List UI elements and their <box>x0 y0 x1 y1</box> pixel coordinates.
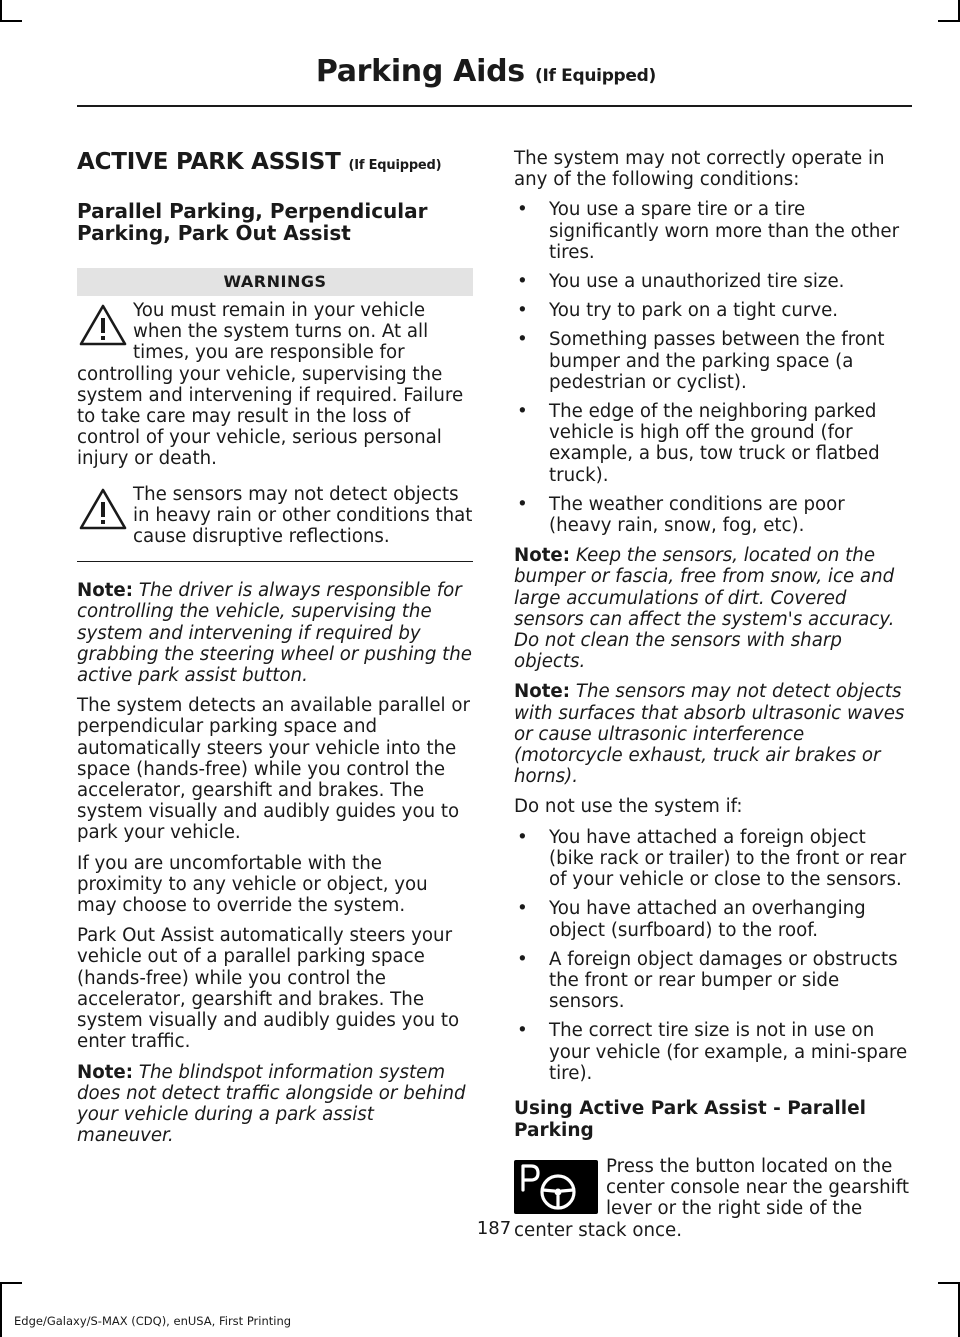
list-item: • You have attached an overhanging object (surfboard) to the roof. <box>514 898 910 940</box>
header-divider <box>77 105 912 107</box>
note-4 <box>514 681 910 787</box>
do-not-intro: Do not use the system if: <box>514 796 743 818</box>
warnings-divider <box>77 561 473 562</box>
warning-text-1: You must remain in your vehicle when the system turns on. At all times, you are responsible for controlling your vehicle, supervising the system and intervening if required. Failure to take care may result in the loss of control of your vehicle, serious personal injury or death. <box>77 300 464 470</box>
using-heading: Using Active Park Assist - Parallel Parking <box>514 1097 866 1141</box>
header-qualifier: (If Equipped) <box>534 66 656 86</box>
page-number: 187 <box>476 1218 512 1239</box>
warning-triangle-icon <box>77 302 129 348</box>
paragraph-3: Park Out Assist automatically steers your vehicle out of a parallel parking space (hands-free) while you control the accelerator, gearshift and brakes. The system visually and audibly guides you to enter traffic. <box>77 925 460 1053</box>
crop-mark <box>0 1282 2 1337</box>
park-assist-button-icon <box>514 1160 598 1214</box>
section-subtitle: Parallel Parking, Perpendicular Parking, Park Out Assist <box>77 199 428 245</box>
warnings-heading: WARNINGS <box>77 268 473 296</box>
list-item: • You have attached a foreign object (bike rack or trailer) to the front or rear of your vehicle or close to the sensors. <box>514 827 910 891</box>
note-text: The sensors may not detect objects with surfaces that absorb ultrasonic waves or cause ultrasonic interference (motorcycle exhaust, truck air brakes or horns). <box>514 681 905 788</box>
list-item: • Something passes between the front bumper and the parking space (a pedestrian or cyclist). <box>514 329 910 393</box>
conditions-intro: The system may not correctly operate in any of the following conditions: <box>514 148 885 191</box>
paragraph-1: The system detects an available parallel or perpendicular parking space and automatically steers your vehicle into the space (hands-free) while you control the accelerator, gearshift and brakes. The system visually and audibly guides you to park your vehicle. <box>77 695 470 844</box>
note-label: Note: <box>514 681 571 703</box>
note-1 <box>77 580 473 686</box>
note-3 <box>514 545 910 672</box>
warning-text-2: The sensors may not detect objects in heavy rain or other conditions that cause disruptive reflections. <box>133 483 473 548</box>
note-label: Note: <box>77 580 134 602</box>
list-item: • You use a spare tire or a tire significantly worn more than the other tires. <box>514 199 910 263</box>
paragraph-2: If you are uncomfortable with the proximity to any vehicle or object, you may choose to override the system. <box>77 852 428 917</box>
list-item: • You use a unauthorized tire size. <box>514 271 910 292</box>
note-text: The blindspot information system does not detect traffic alongside or behind your vehicle during a park assist maneuver. <box>77 1061 466 1147</box>
list-item: • The weather conditions are poor (heavy rain, snow, fog, etc). <box>514 494 910 536</box>
conditions-list <box>514 199 910 536</box>
crop-mark <box>0 1282 22 1284</box>
section-qualifier: (If Equipped) <box>348 158 442 173</box>
note-text: The driver is always responsible for controlling the vehicle, supervising the system and intervening if required by grabbing the steering wheel or pushing the active park assist button. <box>77 580 472 687</box>
list-item: • A foreign object damages or obstructs the front or rear bumper or side sensors. <box>514 949 910 1013</box>
left-column <box>77 148 473 1155</box>
page-header-title <box>316 54 656 89</box>
note-label: Note: <box>77 1061 134 1083</box>
header-title-text: Parking Aids <box>315 54 525 89</box>
do-not-list <box>514 827 910 1084</box>
section-title <box>77 148 473 180</box>
crop-mark <box>938 1282 960 1284</box>
list-item: • The edge of the neighboring parked vehicle is high off the ground (for example, a bus, tow truck or flatbed truck). <box>514 401 910 486</box>
right-column <box>514 148 910 1241</box>
list-item: • You try to park on a tight curve. <box>514 300 910 321</box>
crop-mark <box>0 20 22 22</box>
list-item: • The correct tire size is not in use on your vehicle (for example, a mini-spare tire). <box>514 1020 910 1084</box>
crop-mark <box>938 20 960 22</box>
footer-text: Edge/Galaxy/S-MAX (CDQ), enUSA, First Printing <box>14 1314 292 1328</box>
crop-mark <box>0 0 2 22</box>
warning-triangle-icon <box>77 486 129 532</box>
warning-block-1 <box>77 300 473 470</box>
press-text: Press the button located on the center console near the gearshift lever or the right side of the center stack once. <box>514 1155 909 1241</box>
warning-block-2 <box>77 484 473 548</box>
note-text: Keep the sensors, located on the bumper or fascia, free from snow, ice and large accumulations of dirt. Covered sensors can affect the system's accuracy. Do not clean the sensors with sharp objects. <box>514 545 895 673</box>
note-label: Note: <box>514 545 571 567</box>
section-title-text: ACTIVE PARK ASSIST <box>77 149 341 175</box>
note-2 <box>77 1062 473 1147</box>
